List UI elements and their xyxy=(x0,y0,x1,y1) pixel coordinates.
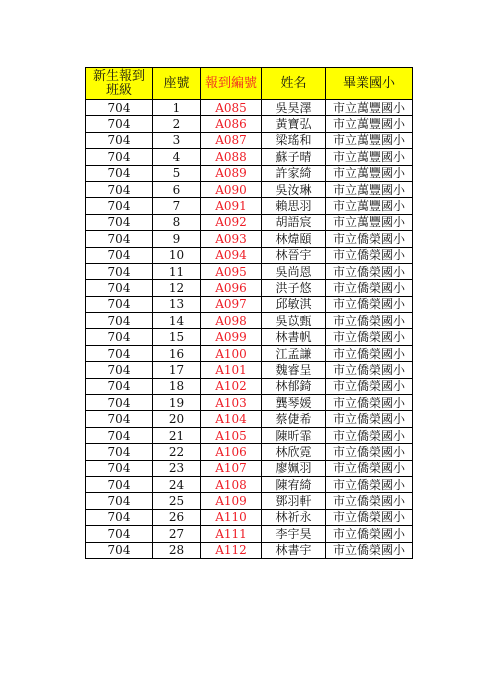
table-row xyxy=(86,100,413,116)
cell-school: 市立萬豐國小 xyxy=(326,181,413,197)
cell-school: 市立僑榮國小 xyxy=(326,493,413,509)
table-row xyxy=(86,395,413,411)
cell-class: 704 xyxy=(86,100,153,116)
cell-school: 市立萬豐國小 xyxy=(326,214,413,230)
cell-code: A109 xyxy=(201,493,262,509)
table-row xyxy=(86,263,413,279)
cell-code: A087 xyxy=(201,132,262,148)
cell-class: 704 xyxy=(86,263,153,279)
header-class-line2: 班級 xyxy=(105,82,132,98)
cell-name: 賴思羽 xyxy=(262,198,326,214)
cell-name: 林晉宇 xyxy=(262,247,326,263)
cell-name: 李宇昊 xyxy=(262,526,326,542)
header-class-line1: 新生報到 xyxy=(92,68,145,84)
cell-name: 廖姵羽 xyxy=(262,460,326,476)
cell-name: 陳昕霏 xyxy=(262,427,326,443)
cell-seat: 22 xyxy=(153,444,201,460)
cell-seat: 27 xyxy=(153,526,201,542)
cell-school: 市立萬豐國小 xyxy=(326,149,413,165)
cell-seat: 6 xyxy=(153,181,201,197)
header-school: 畢業國小 xyxy=(326,68,413,100)
table-row xyxy=(86,526,413,542)
cell-name: 林欣霓 xyxy=(262,444,326,460)
table-row xyxy=(86,231,413,247)
header-code: 報到編號 xyxy=(201,68,262,100)
header-row xyxy=(86,68,413,100)
cell-class: 704 xyxy=(86,181,153,197)
cell-code: A090 xyxy=(201,181,262,197)
cell-code: A110 xyxy=(201,509,262,525)
cell-school: 市立僑榮國小 xyxy=(326,231,413,247)
cell-seat: 11 xyxy=(153,263,201,279)
cell-name: 魏睿呈 xyxy=(262,362,326,378)
cell-code: A088 xyxy=(201,149,262,165)
cell-class: 704 xyxy=(86,296,153,312)
cell-school: 市立萬豐國小 xyxy=(326,100,413,116)
cell-name: 江孟謙 xyxy=(262,345,326,361)
table-row xyxy=(86,329,413,345)
table-row xyxy=(86,378,413,394)
cell-class: 704 xyxy=(86,345,153,361)
cell-name: 胡語宸 xyxy=(262,214,326,230)
cell-name: 黃寶弘 xyxy=(262,116,326,132)
cell-class: 704 xyxy=(86,280,153,296)
cell-name: 林書宇 xyxy=(262,542,326,558)
cell-code: A086 xyxy=(201,116,262,132)
cell-seat: 8 xyxy=(153,214,201,230)
cell-school: 市立僑榮國小 xyxy=(326,247,413,263)
cell-seat: 21 xyxy=(153,427,201,443)
table-row xyxy=(86,247,413,263)
table-row xyxy=(86,198,413,214)
table-row xyxy=(86,132,413,148)
cell-code: A104 xyxy=(201,411,262,427)
cell-code: A106 xyxy=(201,444,262,460)
table-row xyxy=(86,116,413,132)
cell-code: A098 xyxy=(201,313,262,329)
table-row xyxy=(86,362,413,378)
cell-school: 市立僑榮國小 xyxy=(326,542,413,558)
table-row xyxy=(86,509,413,525)
cell-class: 704 xyxy=(86,116,153,132)
cell-school: 市立僑榮國小 xyxy=(326,263,413,279)
cell-class: 704 xyxy=(86,542,153,558)
cell-school: 市立僑榮國小 xyxy=(326,427,413,443)
cell-school: 市立萬豐國小 xyxy=(326,132,413,148)
table-row xyxy=(86,411,413,427)
cell-code: A094 xyxy=(201,247,262,263)
cell-code: A093 xyxy=(201,231,262,247)
cell-code: A095 xyxy=(201,263,262,279)
cell-code: A103 xyxy=(201,395,262,411)
cell-seat: 10 xyxy=(153,247,201,263)
cell-class: 704 xyxy=(86,509,153,525)
cell-seat: 20 xyxy=(153,411,201,427)
cell-code: A089 xyxy=(201,165,262,181)
cell-code: A107 xyxy=(201,460,262,476)
cell-seat: 18 xyxy=(153,378,201,394)
cell-seat: 5 xyxy=(153,165,201,181)
table-row xyxy=(86,296,413,312)
cell-class: 704 xyxy=(86,411,153,427)
cell-school: 市立僑榮國小 xyxy=(326,329,413,345)
cell-name: 吳尚恩 xyxy=(262,263,326,279)
cell-class: 704 xyxy=(86,214,153,230)
table-row xyxy=(86,165,413,181)
cell-class: 704 xyxy=(86,476,153,492)
cell-code: A085 xyxy=(201,100,262,116)
cell-seat: 1 xyxy=(153,100,201,116)
cell-seat: 3 xyxy=(153,132,201,148)
table-row xyxy=(86,149,413,165)
cell-name: 蔡倢希 xyxy=(262,411,326,427)
cell-school: 市立僑榮國小 xyxy=(326,460,413,476)
table-row xyxy=(86,542,413,558)
cell-code: A097 xyxy=(201,296,262,312)
header-seat: 座號 xyxy=(153,68,201,100)
cell-name: 陳宥綺 xyxy=(262,476,326,492)
cell-school: 市立僑榮國小 xyxy=(326,313,413,329)
cell-class: 704 xyxy=(86,231,153,247)
cell-class: 704 xyxy=(86,378,153,394)
cell-code: A092 xyxy=(201,214,262,230)
table-row xyxy=(86,280,413,296)
table-row xyxy=(86,476,413,492)
cell-school: 市立僑榮國小 xyxy=(326,280,413,296)
cell-code: A099 xyxy=(201,329,262,345)
cell-school: 市立僑榮國小 xyxy=(326,296,413,312)
cell-class: 704 xyxy=(86,427,153,443)
cell-school: 市立僑榮國小 xyxy=(326,345,413,361)
cell-class: 704 xyxy=(86,395,153,411)
cell-seat: 26 xyxy=(153,509,201,525)
cell-seat: 25 xyxy=(153,493,201,509)
header-class xyxy=(86,68,153,100)
cell-school: 市立僑榮國小 xyxy=(326,476,413,492)
cell-school: 市立僑榮國小 xyxy=(326,509,413,525)
cell-school: 市立萬豐國小 xyxy=(326,198,413,214)
cell-name: 龔琴媛 xyxy=(262,395,326,411)
student-roster-table xyxy=(85,67,413,559)
cell-code: A096 xyxy=(201,280,262,296)
cell-seat: 19 xyxy=(153,395,201,411)
cell-name: 洪子悠 xyxy=(262,280,326,296)
cell-class: 704 xyxy=(86,493,153,509)
cell-seat: 23 xyxy=(153,460,201,476)
cell-class: 704 xyxy=(86,362,153,378)
cell-seat: 24 xyxy=(153,476,201,492)
cell-class: 704 xyxy=(86,313,153,329)
cell-name: 梁瑤和 xyxy=(262,132,326,148)
cell-seat: 7 xyxy=(153,198,201,214)
table-row xyxy=(86,345,413,361)
table-row xyxy=(86,181,413,197)
cell-class: 704 xyxy=(86,460,153,476)
cell-code: A101 xyxy=(201,362,262,378)
cell-name: 許家綺 xyxy=(262,165,326,181)
cell-seat: 4 xyxy=(153,149,201,165)
cell-school: 市立僑榮國小 xyxy=(326,395,413,411)
cell-seat: 14 xyxy=(153,313,201,329)
cell-seat: 12 xyxy=(153,280,201,296)
cell-name: 蘇子晴 xyxy=(262,149,326,165)
cell-school: 市立僑榮國小 xyxy=(326,526,413,542)
cell-class: 704 xyxy=(86,329,153,345)
cell-class: 704 xyxy=(86,526,153,542)
cell-name: 林煒頤 xyxy=(262,231,326,247)
cell-seat: 13 xyxy=(153,296,201,312)
cell-school: 市立萬豐國小 xyxy=(326,116,413,132)
cell-seat: 9 xyxy=(153,231,201,247)
cell-class: 704 xyxy=(86,149,153,165)
cell-name: 林書帆 xyxy=(262,329,326,345)
cell-code: A102 xyxy=(201,378,262,394)
cell-code: A111 xyxy=(201,526,262,542)
cell-name: 邱敏淇 xyxy=(262,296,326,312)
cell-class: 704 xyxy=(86,247,153,263)
cell-school: 市立僑榮國小 xyxy=(326,378,413,394)
cell-seat: 28 xyxy=(153,542,201,558)
table-row xyxy=(86,427,413,443)
cell-class: 704 xyxy=(86,444,153,460)
cell-school: 市立僑榮國小 xyxy=(326,411,413,427)
cell-school: 市立萬豐國小 xyxy=(326,165,413,181)
cell-name: 吳苡甄 xyxy=(262,313,326,329)
header-name: 姓名 xyxy=(262,68,326,100)
cell-name: 吳昊澤 xyxy=(262,100,326,116)
cell-code: A105 xyxy=(201,427,262,443)
cell-name: 鄧羽軒 xyxy=(262,493,326,509)
table-row xyxy=(86,214,413,230)
cell-class: 704 xyxy=(86,132,153,148)
cell-school: 市立僑榮國小 xyxy=(326,362,413,378)
cell-seat: 16 xyxy=(153,345,201,361)
table-row xyxy=(86,460,413,476)
cell-name: 林祈永 xyxy=(262,509,326,525)
cell-name: 吳汝琳 xyxy=(262,181,326,197)
cell-code: A108 xyxy=(201,476,262,492)
cell-seat: 17 xyxy=(153,362,201,378)
table-row xyxy=(86,313,413,329)
cell-name: 林郁錡 xyxy=(262,378,326,394)
cell-code: A100 xyxy=(201,345,262,361)
cell-school: 市立僑榮國小 xyxy=(326,444,413,460)
cell-class: 704 xyxy=(86,165,153,181)
cell-code: A112 xyxy=(201,542,262,558)
cell-class: 704 xyxy=(86,198,153,214)
roster-body xyxy=(86,100,413,559)
cell-code: A091 xyxy=(201,198,262,214)
cell-seat: 15 xyxy=(153,329,201,345)
table-row xyxy=(86,493,413,509)
cell-seat: 2 xyxy=(153,116,201,132)
table-row xyxy=(86,444,413,460)
